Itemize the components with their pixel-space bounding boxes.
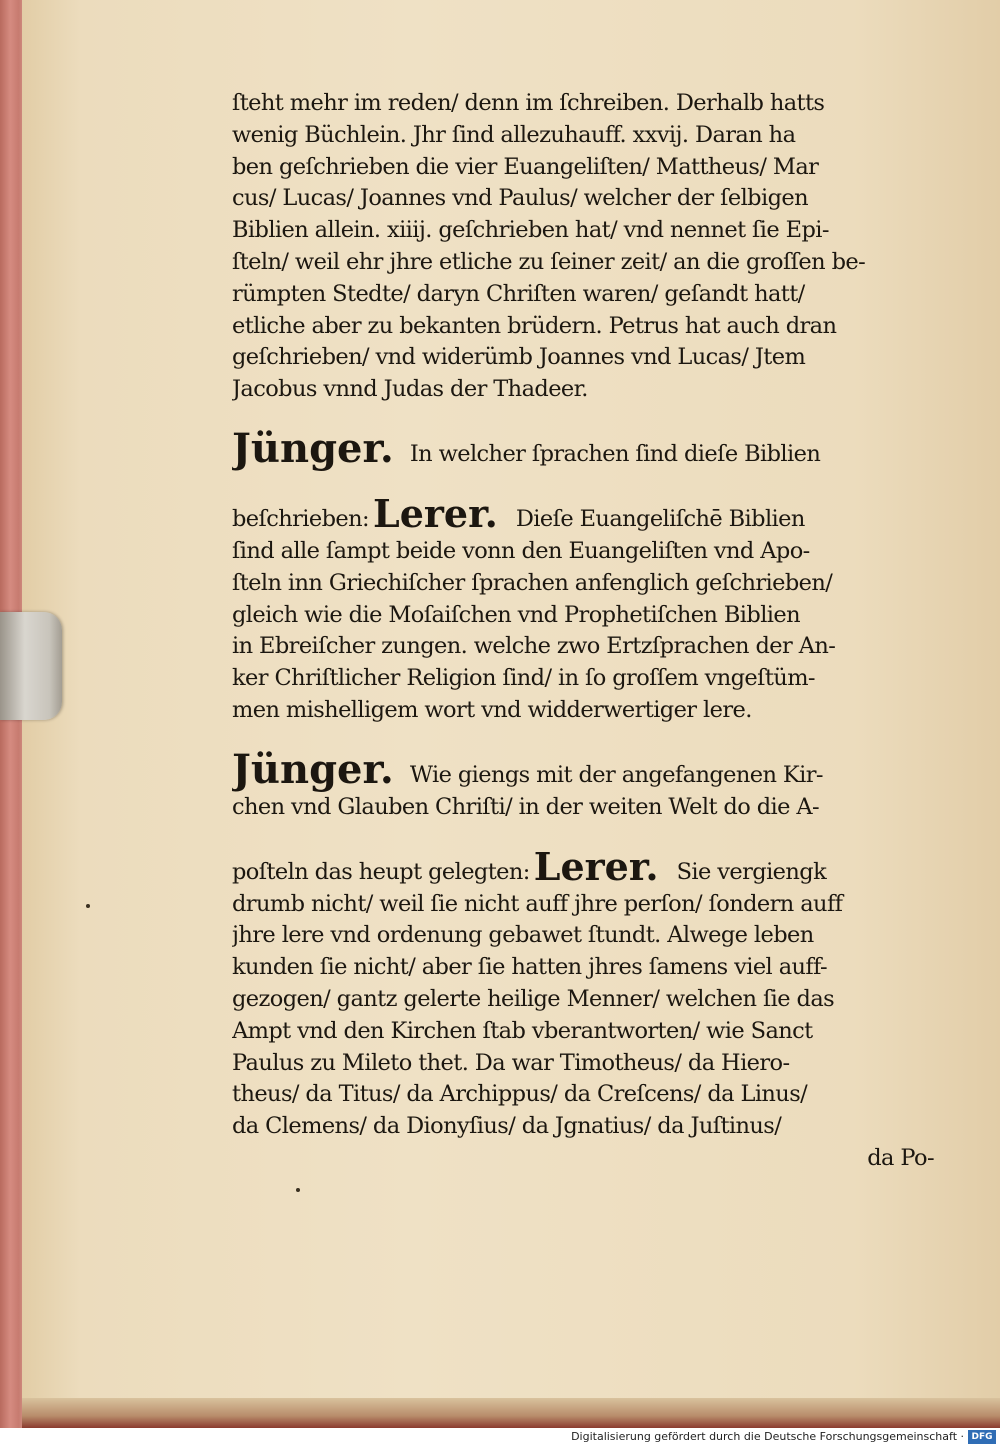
text-line: theus/ da Titus/ da Archippus/ da Creſcens/ da Linus/: [232, 1081, 808, 1108]
speaker-label: Jünger.: [232, 424, 394, 471]
page-clip: [0, 612, 62, 720]
question-line: [232, 406, 940, 471]
text-line: rümpten Stedte/ daryn Chriſten waren/ geſandt hatt/: [232, 280, 805, 307]
question-text: Wie giengs mit der angefangenen Kir-: [409, 761, 823, 788]
question-text: In welcher ſprachen ſind dieſe Biblien: [409, 441, 821, 468]
text-line: drumb nicht/ weil ſie nicht auff jhre perſon/ ſondern auff: [232, 890, 843, 917]
text-line: da Clemens/ da Dionyſius/ da Jgnatius/ da Juſtinus/: [232, 1113, 782, 1140]
text-line: ſteln/ weil ehr jhre etliche zu ſeiner zeit/ an die groſſen be-: [232, 248, 866, 275]
text-line: geſchrieben/ vnd widerümb Joannes vnd Lucas/ Jtem: [232, 344, 806, 371]
text-line: in Ebreiſcher zungen. welche zwo Ertzſprachen der An-: [232, 633, 836, 660]
answer-line: [232, 471, 940, 536]
text-line: Ampt vnd den Kirchen ſtab vberantworten/ wie Sanct: [232, 1017, 813, 1044]
paragraph-answer-2: [232, 889, 940, 1143]
dfg-logo-icon: DFG: [968, 1430, 996, 1444]
text-line: Jacobus vnnd Judas der Thadeer.: [232, 376, 588, 403]
text-line: ſteht mehr im reden/ denn im ſchreiben. Derhalb hatts: [232, 90, 825, 116]
text-line: cus/ Lucas/ Joannes vnd Paulus/ welcher der ſelbigen: [232, 185, 808, 212]
text-line: ſteln inn Griechiſcher ſprachen anfenglich geſchrieben/: [232, 569, 833, 596]
text-line: ben geſchrieben die vier Euangeliſten/ Mattheus/ Mar: [232, 153, 819, 180]
text-line: gleich wie die Moſaiſchen vnd Prophetiſchen Biblien: [232, 601, 801, 628]
text-line: ſind alle ſampt beide vonn den Euangeliſten vnd Apo-: [232, 537, 810, 564]
text-line: Paulus zu Mileto thet. Da war Timotheus/ da Hiero-: [232, 1049, 790, 1076]
catchword: da Po-: [867, 1144, 934, 1171]
text-line: wenig Büchlein. Jhr ſind allezuhauff. xxvij. Daran ha: [232, 121, 796, 148]
text-line: jhre lere vnd ordenung gebawet ſtundt. Alwege leben: [232, 922, 814, 949]
text-line: ker Chriſtlicher Religion ſind/ in ſo groſſem vngeſtüm-: [232, 665, 815, 692]
answer-prefix: beſchrieben:: [232, 506, 369, 533]
text-line: gezogen/ gantz gelerte heilige Menner/ welchen ſie das: [232, 985, 835, 1012]
page-edge-bottom: [22, 1398, 1000, 1428]
paragraph-intro: [232, 88, 940, 406]
answer-line: [232, 824, 940, 889]
answer-text: Dieſe Euangeliſchē Biblien: [515, 506, 805, 533]
text-line: Biblien allein. xiiij. geſchrieben hat/ vnd nennet ſie Epi-: [232, 217, 829, 244]
answer-text: Sie vergiengk: [676, 858, 827, 885]
text-line: kunden ſie nicht/ aber ſie hatten jhres ſamens viel auff-: [232, 954, 828, 981]
answer-prefix: poſteln das heupt gelegten:: [232, 858, 530, 885]
page-text: [232, 88, 940, 1175]
question-line: [232, 727, 940, 792]
text-line: etliche aber zu bekanten brüdern. Petrus hat auch dran: [232, 312, 837, 339]
speaker-label: Lerer.: [373, 490, 498, 536]
footer-credit: Digitalisierung gefördert durch die Deutsche Forschungsgemeinschaft ·: [571, 1430, 964, 1443]
paragraph-answer-1: [232, 536, 940, 727]
text-line: chen vnd Glauben Chriſti/ in der weiten Welt do die A-: [232, 793, 820, 820]
ink-spot: [296, 1188, 300, 1192]
ink-spot: [86, 904, 90, 908]
text-line: men mishelligem wort vnd widderwertiger lere.: [232, 696, 752, 723]
speaker-label: Lerer.: [533, 843, 659, 889]
speaker-label: Jünger.: [232, 745, 394, 792]
